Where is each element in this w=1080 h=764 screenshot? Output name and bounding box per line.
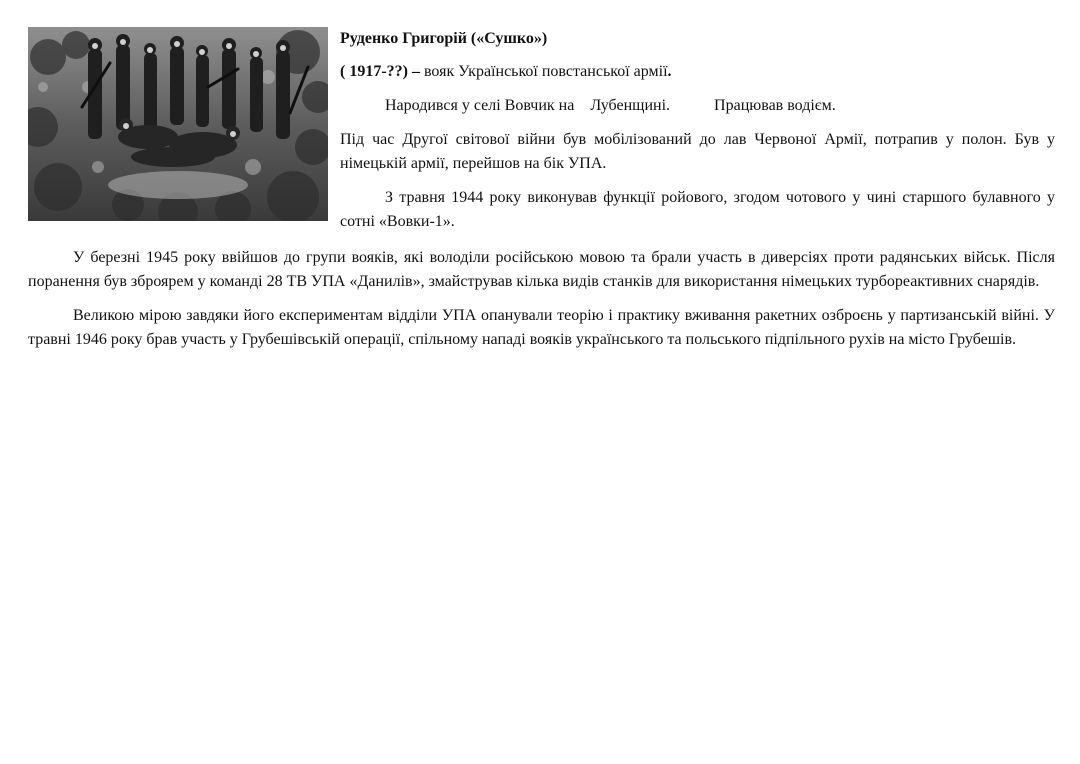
may-1944-paragraph: З травня 1944 року виконував функції ройового, згодом чотового у чині старшого булавного у сотні «Вовки-1». <box>340 189 1055 230</box>
birth-text: Народився у селі Вовчик на <box>385 97 575 114</box>
birth-place: Лубенщині. <box>590 97 671 114</box>
person-name-heading: Руденко Григорій («Сушко») <box>340 30 548 47</box>
body-paragraphs <box>28 246 1055 352</box>
role-period: . <box>667 63 672 80</box>
document-page <box>28 27 1055 362</box>
life-dates: ( 1917-??) – <box>340 63 420 80</box>
role-description: вояк Української повстанської армії <box>419 63 668 80</box>
war-paragraph: Під час Другої світової війни був мобілізований до лав Червоної Армії, потрапив у полон. Був у німецькій армії, перейшов на бік УПА. <box>340 131 1055 172</box>
experiments-paragraph: Великою мірою завдяки його експериментам відділи УПА опанували теорію і практику вживання ракетних озброєнь у партизанській війні. У травні 1946 року брав участь у Грубешівській операції, спільному нападі вояків українського та польського підпільного рухів на місто Грубешів. <box>28 307 1055 348</box>
group-photo <box>28 27 328 221</box>
march-1945-paragraph: У березні 1945 року ввійшов до групи вояків, які володіли російською мовою та брали участь в диверсіях проти радянських військ. Після поранення був зброярем у команді 28 ТВ УПА «Данилів», змайстрував кілька видів станків для використання німецьких турбореактивних снарядів. <box>28 249 1055 290</box>
occupation-text: Працював водієм. <box>714 97 836 114</box>
